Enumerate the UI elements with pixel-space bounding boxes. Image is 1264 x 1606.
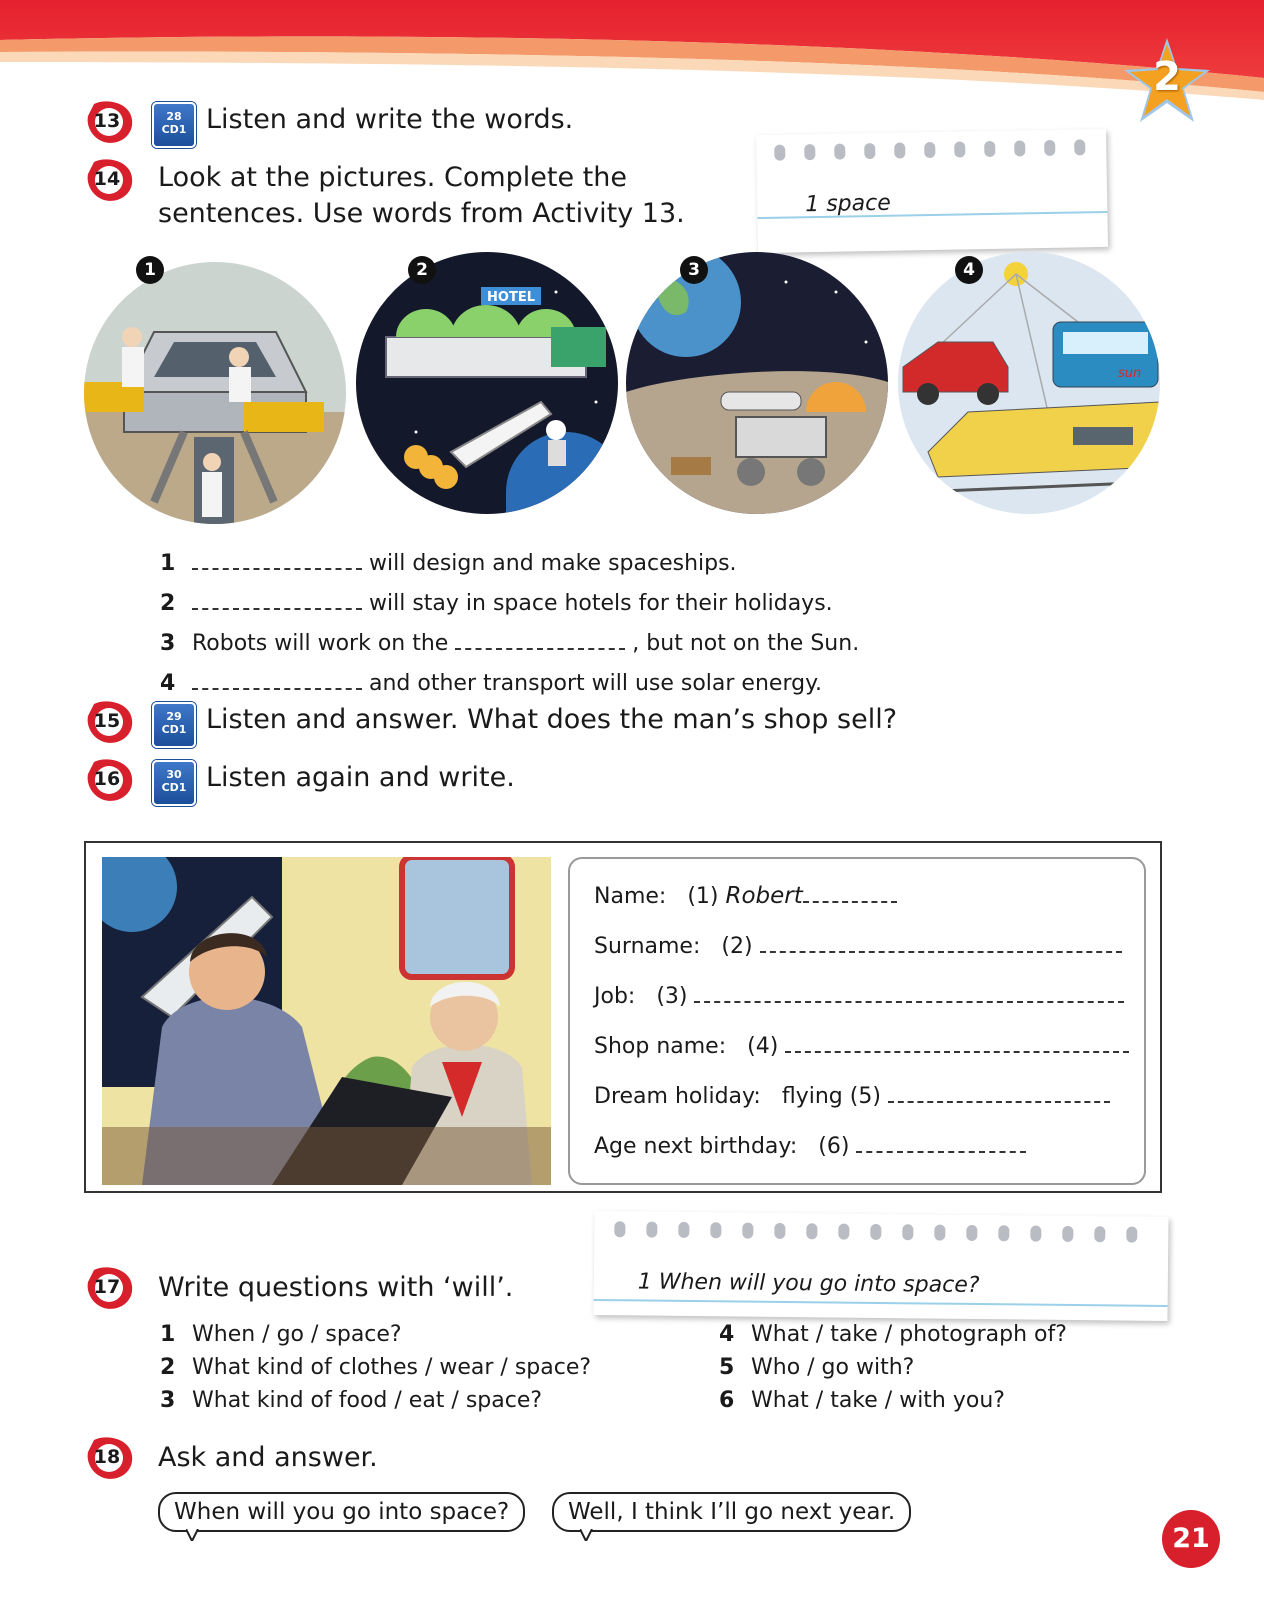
answer-blank[interactable] [192,670,362,690]
form-row-age: Age next birthday: (6) [594,1133,1026,1159]
note-13 [756,129,1108,253]
unit-star-badge [1122,36,1212,126]
unit-number: 2 [1153,54,1181,100]
picture-3-moon-robot [626,252,888,514]
answer-blank[interactable] [455,630,625,650]
answer-blank[interactable] [888,1083,1110,1103]
form-row-dream-holiday: Dream holiday: flying (5) [594,1083,1110,1109]
sentence-14-3: 3 Robots will work on the , but not on the Sun. [160,631,860,656]
answer-blank[interactable] [785,1033,1129,1053]
bubble-tail-icon [186,1529,200,1541]
picture-4-number: 4 [955,256,983,284]
answer-blank[interactable] [856,1133,1026,1153]
activity-14-badge: 14 [86,158,136,204]
page-number: 21 [1162,1510,1220,1568]
bubble-tail-icon [580,1529,594,1541]
cd-track-30[interactable]: 30 CD1 [152,760,196,806]
name-answer: Robert [725,883,803,909]
question-17-3: 3 What kind of food / eat / space? [160,1388,543,1413]
activity-14-instruction-line1: Look at the pictures. Complete the [158,162,627,193]
picture-3-number: 3 [680,256,708,284]
sentence-14-2: 2 will stay in space hotels for their holidays. [160,591,833,616]
question-17-6: 6 What / take / with you? [719,1388,1005,1413]
question-17-1: 1 When / go / space? [160,1322,402,1347]
activity-18-instruction: Ask and answer. [158,1442,378,1473]
activity-17-badge: 17 [86,1266,136,1312]
answer-blank[interactable] [760,933,1122,953]
answer-blank[interactable] [192,550,362,570]
activity-13-badge: 13 [86,100,136,146]
note-17-example: 1 When will you go into space? [637,1269,980,1299]
activity-17-instruction: Write questions with ‘will’. [158,1272,514,1303]
bus-text: sun [1118,366,1142,381]
picture-2-number: 2 [408,256,436,284]
note-rings [595,1211,1169,1217]
speech-bubble-answer: Well, I think I’ll go next year. [552,1492,911,1532]
activity-14-instruction-line2: sentences. Use words from Activity 13. [158,198,685,229]
activity-15-badge: 15 [86,700,136,746]
picture-1-number: 1 [136,256,164,284]
picture-1-engineers [84,262,346,524]
question-17-4: 4 What / take / photograph of? [719,1322,1067,1347]
cd-track-29[interactable]: 29 CD1 [152,702,196,748]
interview-illustration [102,857,551,1185]
question-17-2: 2 What kind of clothes / wear / space? [160,1355,592,1380]
activity-13-instruction: Listen and write the words. [206,104,574,135]
activity-16-badge: 16 [86,758,136,804]
note-rings [756,129,1106,135]
hotel-sign: HOTEL [487,290,535,305]
note-13-example: 1 space [805,190,891,218]
cd-track-28[interactable]: 28 CD1 [152,102,196,148]
sentence-14-4: 4 and other transport will use solar energy. [160,671,822,696]
form-row-surname: Surname: (2) [594,933,1122,959]
picture-2-space-hotel [356,252,618,514]
form-row-name: Name: (1) Robert [594,883,897,909]
activity-18-badge: 18 [86,1436,136,1482]
answer-blank[interactable] [803,883,897,903]
activity-15-instruction: Listen and answer. What does the man’s shop sell? [206,704,898,735]
sentence-14-1: 1 will design and make spaceships. [160,551,737,576]
form-row-job: Job: (3) [594,983,1124,1009]
top-banner [0,0,1264,110]
speech-bubble-question: When will you go into space? [158,1492,525,1532]
note-17 [593,1211,1168,1321]
answer-blank[interactable] [694,983,1124,1003]
picture-4-solar-transport [898,252,1160,514]
activity-16-instruction: Listen again and write. [206,762,515,793]
answer-blank[interactable] [192,590,362,610]
form-row-shop-name: Shop name: (4) [594,1033,1129,1059]
question-17-5: 5 Who / go with? [719,1355,915,1380]
